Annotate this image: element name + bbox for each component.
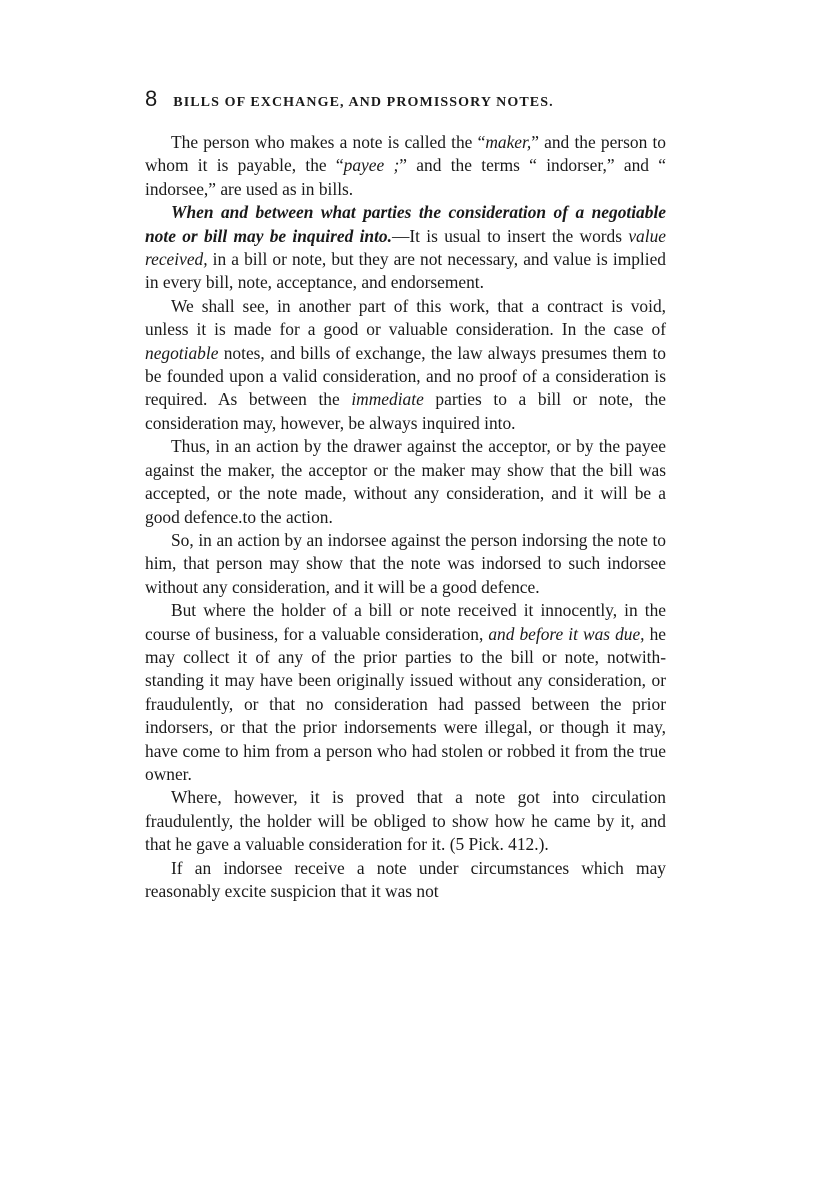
paragraph (145, 201, 666, 295)
section-heading: When and between what parties the consideration of a negotiable note or bill may be inquired into. (145, 202, 666, 246)
page-number: 8 (145, 86, 158, 111)
text-run: notes, and bills of exchange, the law always presumes them to be founded upon a valid consideration, and no proof of a consideration is required. As between the (145, 342, 666, 410)
text-run: parties to a bill or note, the consideration may, however, be always inquired into. (145, 389, 666, 433)
body-text (145, 131, 666, 903)
paragraph (145, 131, 666, 201)
text-run: and before it was due, (488, 623, 645, 644)
paragraph (145, 529, 666, 599)
paragraph (145, 295, 666, 435)
text-run: If an indorsee receive a note under circumstances which may reasonably excite suspicion that it was not (145, 857, 666, 901)
paragraph (145, 786, 666, 856)
text-run: immediate (351, 389, 424, 410)
paragraph (145, 435, 666, 529)
text-run: ” and the person to whom it is payable, the “ (145, 132, 666, 176)
text-run: Where, however, it is proved that a note got into circulation fraudulently, the holder will be obliged to show how he came by it, and that he gave a valuable consideration for it. (5 Pick. 412.). (145, 787, 666, 855)
text-run: So, in an action by an indorsee against the person indorsing the note to him, that person may show that the note was indorsed to such indorsee without any consideration, and it will be a good defence. (145, 529, 666, 597)
text-run: in a bill or note, but they are not necessary, and value is implied in every bill, note, acceptance, and endorsement. (145, 249, 666, 293)
text-run: Thus, in an action by the drawer against the acceptor, or by the payee against the maker, the acceptor or the maker may show that the bill was accepted, or the note made, without any consideration, and it will be a good defence.to the action. (145, 436, 666, 527)
paragraph (145, 599, 666, 786)
text-run: ” and the terms “ indorser,” and “ indorsee,” are used as in bills. (145, 155, 666, 199)
running-title: BILLS OF EXCHANGE, AND PROMISSORY NOTES. (173, 95, 554, 110)
text-run: —It is usual to insert the words (391, 225, 629, 246)
page-header (145, 86, 665, 112)
text-run: maker, (485, 132, 532, 152)
text-run: value received, (145, 225, 666, 270)
text-run: But where the holder of a bill or note received it innocently, in the course of business, for a valuable consideration, (145, 600, 666, 644)
text-run: payee ; (343, 155, 400, 176)
text-run: We shall see, in another part of this work, that a contract is void, unless it is made for a good or valuable consideration. In the case of (145, 295, 666, 340)
paragraph (145, 857, 666, 904)
text-run: negotiable (145, 342, 219, 363)
text-run: he may collect it of any of the prior parties to the bill or note, notwithstanding it may have been originally issued without any consideration, or fraudulently, or that no consideration had passed between the prior indorsers, or that the prior indorsements were illegal, or though it may, have come to him from a person who had stolen or robbed it from the true owner. (145, 623, 666, 784)
text-run: The person who makes a note is called the “ (171, 132, 486, 152)
